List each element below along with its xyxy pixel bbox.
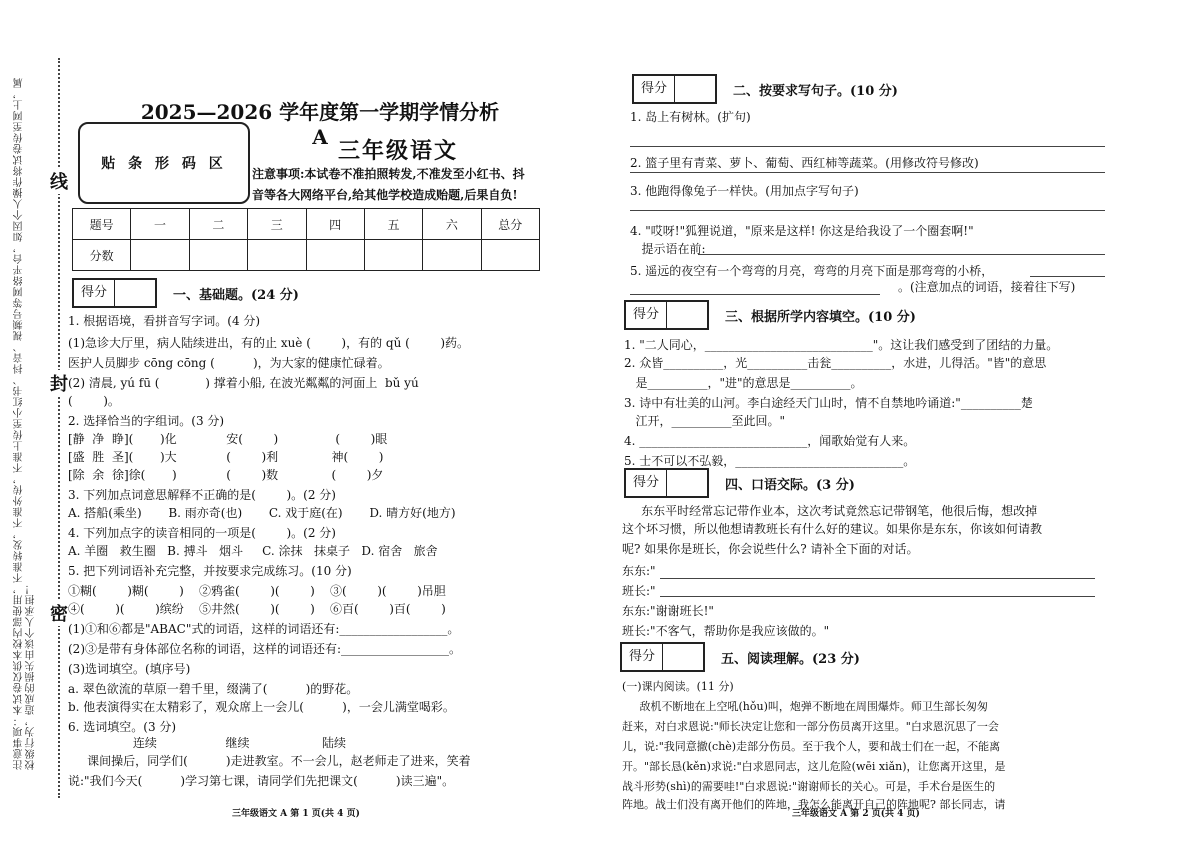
score-input-cell[interactable] bbox=[423, 240, 481, 271]
page-1-footer: 三年级语文 A 第 1 页(共 4 页) bbox=[232, 809, 360, 819]
question-line: 战斗形势(shì)的需要哇!"白求恩说:"谢谢师长的关心。可是，手术台是医生的 bbox=[622, 780, 996, 793]
section-4-header bbox=[624, 468, 855, 498]
question-line: (2)③是带有身体部位名称的词语，这样的词语还有:__________________。 bbox=[68, 642, 462, 656]
answer-line[interactable] bbox=[630, 210, 1105, 211]
score-table-cell: 总分 bbox=[481, 209, 539, 240]
subject-title: 三年级语文 bbox=[337, 138, 458, 164]
score-box[interactable] bbox=[624, 300, 709, 330]
score-table-cell: 一 bbox=[131, 209, 189, 240]
question-line: 3. 诗中有壮美的山河。李白途经天门山时，情不自禁地吟诵道:"__________楚 bbox=[624, 396, 1033, 410]
question-line: 赶来，对白求恩说:"师长决定让您和一部分伤员离开这里。"白求恩沉思了一会 bbox=[622, 720, 999, 733]
section-5-header bbox=[620, 642, 860, 672]
notice bbox=[252, 164, 552, 206]
score-box[interactable] bbox=[72, 278, 157, 308]
question-line: 儿，说:"我同意撤(chè)走部分伤员。至于我个人，要和战士们在一起，不能离 bbox=[622, 740, 1001, 753]
question-line: 阵地。战士们没有离开他们的阵地，我怎么能离开自己的阵地呢? 部长同志，请 bbox=[622, 798, 1006, 811]
section-5-title: 五、阅读理解。(23 分) bbox=[721, 651, 860, 667]
score-input-cell[interactable] bbox=[364, 240, 422, 271]
answer-line[interactable] bbox=[630, 294, 880, 295]
score-input-cell[interactable] bbox=[481, 240, 539, 271]
score-box-label: 得分 bbox=[622, 644, 663, 670]
section-1-header bbox=[72, 278, 299, 308]
page-2-footer: 三年级语文 A 第 2 页(共 4 页) bbox=[792, 809, 920, 819]
question-line: 开。"部长恳(kěn)求说:"白求恩同志，这儿危险(wēi xiǎn)，让您离开这里，是 bbox=[622, 760, 1006, 773]
notice-line-1: 注意事项:本试卷不准拍照转发,不准发至小红书、抖 bbox=[252, 167, 525, 181]
question-line: 2. 众皆__________，光__________击瓮__________，水进，儿得活。"皆"的意思 bbox=[624, 356, 1047, 370]
question-line: b. 他表演得实在太精彩了，观众席上一会儿( )，一会儿满堂喝彩。 bbox=[68, 700, 455, 714]
question-line: (1)①和⑥都是"ABAC"式的词语，这样的词语还有:__________________。 bbox=[68, 622, 460, 636]
question-line: 东东:" bbox=[622, 564, 656, 578]
question-line: 5. 把下列词语补充完整，并按要求完成练习。(10 分) bbox=[68, 564, 352, 578]
score-box-value[interactable] bbox=[115, 280, 155, 306]
score-box-label: 得分 bbox=[626, 470, 667, 496]
question-line: 东东:"谢谢班长!" bbox=[622, 604, 714, 618]
answer-line[interactable] bbox=[630, 172, 1105, 173]
score-table-cell: 四 bbox=[306, 209, 364, 240]
question-line: 连续 继续 陆续 bbox=[68, 736, 346, 750]
question-line: 这个坏习惯，所以他想请教班长有什么好的建议。如果你是东东，你该如何请教 bbox=[622, 522, 1043, 536]
question-line: 班长:"不客气，帮助你是我应该做的。" bbox=[622, 624, 830, 638]
question-line: 。(注意加点的词语，接着往下写) bbox=[898, 280, 1076, 294]
question-line: 说:"我们今天( )学习第七课，请同学们先把课文( )读三遍"。 bbox=[68, 774, 455, 788]
section-2-title: 二、按要求写句子。(10 分) bbox=[733, 83, 898, 99]
score-input-cell[interactable] bbox=[248, 240, 306, 271]
question-line: ④( )( )缤纷 ⑤井然( )( ) ⑥百( )百( ) bbox=[68, 602, 446, 616]
question-line: 课间操后，同学们( )走进教室。不一会儿，赵老师走了进来，笑着 bbox=[68, 754, 471, 768]
score-table-header-row bbox=[73, 209, 540, 240]
score-box[interactable] bbox=[624, 468, 709, 498]
section-3-title: 三、根据所学内容填空。(10 分) bbox=[725, 309, 916, 325]
score-box-value[interactable] bbox=[675, 76, 715, 102]
question-line: 1. "二人同心，____________________________"。这让我们感受到了团结的力量。 bbox=[624, 338, 1059, 352]
question-line: [静 净 睁]( )化 安( ) ( )眼 bbox=[68, 432, 388, 446]
score-box-value[interactable] bbox=[667, 302, 707, 328]
question-line: a. 翠色欲流的草原一碧千里，缀满了( )的野花。 bbox=[68, 682, 359, 696]
score-box-label: 得分 bbox=[74, 280, 115, 306]
score-table-cell: 题号 bbox=[73, 209, 131, 240]
section-1-title: 一、基础题。(24 分) bbox=[173, 287, 299, 303]
seal-char-xian: 线 bbox=[50, 168, 68, 194]
question-line: 5. 遥远的夜空有一个弯弯的月亮，弯弯的月亮下面是那弯弯的小桥， bbox=[630, 264, 994, 278]
question-line: 1. 岛上有树林。(扩句) bbox=[630, 110, 751, 124]
seal-note: 注意事项：本试卷仅供本校内部使用，不准转发，不准外传，不准上传至小红书、抖音、视频号等网络平台，如因个人操作将试卷传至网上，属校级行为，造成的损失由该个人承担！ bbox=[14, 77, 37, 770]
question-line: 4. "哎呀!"狐狸说道，"原来是这样! 你这是给我设了一个圈套啊!" bbox=[630, 224, 974, 238]
question-line: 班长:" bbox=[622, 584, 656, 598]
question-line: 1. 根据语境，看拼音写字词。(4 分) bbox=[68, 314, 261, 328]
answer-line[interactable] bbox=[660, 578, 1095, 579]
question-line: 4. ____________________________，闻歌始觉有人来。 bbox=[624, 434, 916, 448]
question-line: 敌机不断地在上空吼(hǒu)叫，炮弹不断地在周围爆炸。师卫生部长匆匆 bbox=[622, 700, 988, 713]
score-table-cell: 二 bbox=[189, 209, 247, 240]
question-line: (3)选词填空。(填序号) bbox=[68, 662, 191, 676]
question-line: 4. 下列加点字的读音相同的一项是( )。(2 分) bbox=[68, 526, 336, 540]
score-box[interactable] bbox=[620, 642, 705, 672]
score-box-value[interactable] bbox=[667, 470, 707, 496]
answer-line[interactable] bbox=[630, 146, 1105, 147]
score-input-cell[interactable] bbox=[189, 240, 247, 271]
question-line: 3. 他跑得像兔子一样快。(用加点字写句子) bbox=[630, 184, 859, 198]
question-line: 5. 士不可以不弘毅，____________________________。 bbox=[624, 454, 916, 468]
question-line: ( )。 bbox=[68, 394, 120, 408]
score-box-value[interactable] bbox=[663, 644, 703, 670]
question-line: 呢? 如果你是班长，你会说些什么? 请补全下面的对话。 bbox=[622, 542, 919, 556]
seal-char-feng: 封 bbox=[50, 370, 68, 396]
barcode-area: 贴 条 形 码 区 bbox=[78, 122, 250, 204]
score-table-cell: 分数 bbox=[73, 240, 131, 271]
answer-line[interactable] bbox=[698, 254, 1105, 255]
section-2-header bbox=[632, 74, 898, 104]
question-line: 提示语在前: bbox=[630, 242, 706, 256]
score-table-cell: 六 bbox=[423, 209, 481, 240]
score-input-cell[interactable] bbox=[131, 240, 189, 271]
question-line: 江开，__________至此回。" bbox=[624, 414, 785, 428]
question-line: 3. 下列加点词意思解释不正确的是( )。(2 分) bbox=[68, 488, 336, 502]
question-line: [盛 胜 圣]( )大 ( )利 神( ) bbox=[68, 450, 384, 464]
score-box[interactable] bbox=[632, 74, 717, 104]
question-line: 2. 篮子里有青菜、萝卜、葡萄、西红柿等蔬菜。(用修改符号修改) bbox=[630, 156, 979, 170]
question-line: 医护人员脚步 cōng cōng ( )，为大家的健康忙碌着。 bbox=[68, 356, 390, 370]
seal-char-mi: 密 bbox=[50, 600, 68, 626]
question-line: 2. 选择恰当的字组词。(3 分) bbox=[68, 414, 225, 428]
score-table-cell: 三 bbox=[248, 209, 306, 240]
question-line: 是__________，"进"的意思是__________。 bbox=[624, 376, 863, 390]
score-table-score-row bbox=[73, 240, 540, 271]
exam-title: 2025—2026 学年度第一学期学情分析 A bbox=[140, 100, 500, 149]
score-box-label: 得分 bbox=[634, 76, 675, 102]
score-box-label: 得分 bbox=[626, 302, 667, 328]
question-line: ①糊( )糊( ) ②鸦雀( )( ) ③( )( )吊胆 bbox=[68, 584, 446, 598]
question-line: (2) 清晨, yú fū ( ) 撑着小船, 在波光粼粼的河面上 bǔ yú bbox=[68, 376, 419, 390]
score-table bbox=[72, 208, 540, 271]
answer-line[interactable] bbox=[660, 596, 1095, 597]
answer-line[interactable] bbox=[1030, 276, 1105, 277]
score-table-cell: 五 bbox=[364, 209, 422, 240]
notice-line-2: 音等各大网络平台,给其他学校造成贻题,后果自负! bbox=[252, 188, 518, 202]
question-line: A. 羊圈 救生圈 B. 搏斗 烟斗 C. 涂抹 抹桌子 D. 宿舍 旅舍 bbox=[68, 544, 438, 558]
question-line: 6. 选词填空。(3 分) bbox=[68, 720, 177, 734]
question-line: [除 余 徐]徐( ) ( )数 ( )夕 bbox=[68, 468, 384, 482]
question-line: (1)急诊大厅里，病人陆续进出，有的止 xuè ( )，有的 qǔ ( )药。 bbox=[68, 336, 470, 350]
question-line: (一)课内阅读。(11 分) bbox=[622, 680, 734, 693]
question-line: A. 搭船(乘坐) B. 雨亦奇(也) C. 戏于庭(在) D. 晴方好(地方) bbox=[68, 506, 456, 520]
section-3-header bbox=[624, 300, 916, 330]
score-input-cell[interactable] bbox=[306, 240, 364, 271]
section-4-title: 四、口语交际。(3 分) bbox=[725, 477, 855, 493]
question-line: 东东平时经常忘记带作业本，这次考试竟然忘记带钢笔，他很后悔，想改掉 bbox=[622, 504, 1038, 518]
